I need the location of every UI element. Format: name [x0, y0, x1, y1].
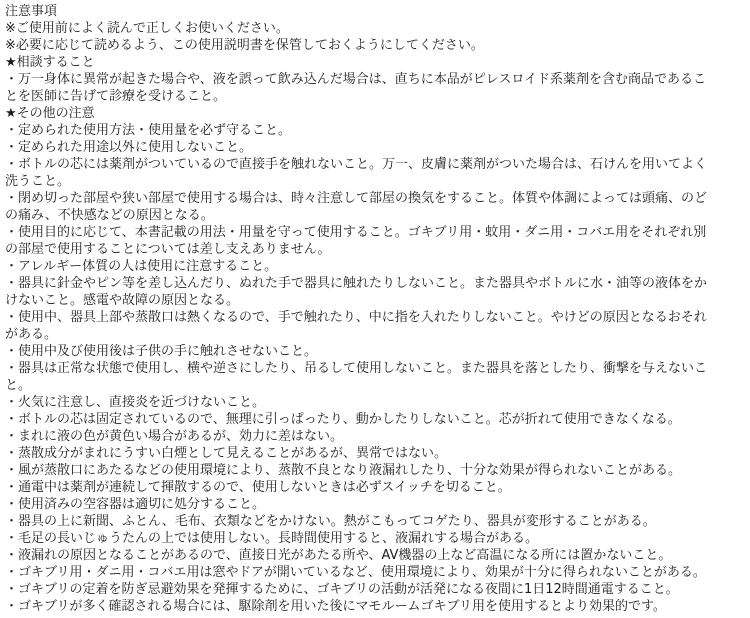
precaution-item: ・毛足の長いじゅうたんの上では使用しない。長時間使用すると、液漏れする場合がある。 — [5, 531, 539, 546]
precaution-item: ・ボトルの芯は固定されているので、無理に引っぱったり、動かしたりしないこと。芯が折れて使用できなくなる。 — [5, 412, 681, 427]
usage-notes — [5, 20, 718, 54]
precaution-item: ・器具の上に新聞、ふとん、毛布、衣類などをかけない。熱がこもってコゲたり、器具が変形することがある。 — [5, 514, 656, 529]
other-caution-items — [5, 122, 718, 615]
precaution-item: ・通電中は薬剤が連続して揮散するので、使用しないときは必ずスイッチを切ること。 — [5, 480, 511, 495]
precaution-item: ・ゴキブリ用・ダニ用・コバエ用は窓やドアが開いているなど、使用環境により、効果が十分に得られないことがある。 — [5, 565, 706, 580]
precaution-item: ・万一身体に異常が起きた場合や、液を誤って飲み込んだ場合は、直ちに本品がピレスロイド系薬剤を含む商品であることを医師に告げて診療を受けること。 — [5, 72, 706, 104]
precaution-item: ・液漏れの原因となることがあるので、直接日光があたる所や、AV機器の上など高温になる所には置かないこと。 — [5, 548, 672, 563]
section-heading-other-cautions: ★その他の注意 — [5, 106, 95, 121]
usage-note: ※必要に応じて読めるよう、この使用説明書を保管しておくようにしてください。 — [5, 38, 484, 53]
precaution-item: ・ボトルの芯には薬剤がついているので直接手を触れないこと。万一、皮膚に薬剤がついた場合は、石けんを用いてよく洗うこと。 — [5, 157, 708, 189]
precaution-item: ・器具は正常な状態で使用し、横や逆さにしたり、吊るして使用しないこと。また器具を落としたり、衝撃を与えないこと。 — [5, 361, 708, 393]
section-consult — [5, 54, 718, 105]
precaution-item: ・定められた使用方法・使用量を必ず守ること。 — [5, 123, 292, 138]
precaution-item: ・使用中、器具上部や蒸散口は熱くなるので、手で触れたり、中に指を入れたりしないこと。やけどの原因となるおそれがある。 — [5, 310, 707, 342]
page-title: 注意事項 — [5, 4, 58, 19]
precaution-item: ・定められた用途以外に使用しないこと。 — [5, 140, 253, 155]
precaution-item: ・ゴキブリが多く確認される場合には、駆除剤を用いた後にマモルームゴキブリ用を使用するとより効果的です。 — [5, 599, 666, 614]
precaution-item: ・まれに液の色が黄色い場合があるが、効力に差はない。 — [5, 429, 344, 444]
precaution-item: ・使用済みの空容器は適切に処分すること。 — [5, 497, 266, 512]
usage-note: ※ご使用前によく読んで正しくお使いください。 — [5, 21, 289, 36]
precaution-item: ・風が蒸散口にあたるなどの使用環境により、蒸散不良となり液漏れしたり、十分な効果が得られないことがある。 — [5, 463, 682, 478]
precaution-item: ・ゴキブリの定着を防ぎ忌避効果を発揮するために、ゴキブリの活動が活発になる夜間に1日12時間通電すること。 — [5, 582, 679, 597]
precaution-item: ・使用中及び使用後は子供の手に触れさせないこと。 — [5, 344, 318, 359]
section-heading-consult: ★相談すること — [5, 55, 95, 70]
consult-items — [5, 71, 718, 105]
precaution-item: ・使用目的に応じて、本書記載の用法・用量を守って使用すること。ゴキブリ用・蚊用・ダニ用・コバエ用をそれぞれ別の部屋で使用することについては差し支えありません。 — [5, 225, 707, 257]
precaution-item: ・火気に注意し、直接炎を近づけないこと。 — [5, 395, 266, 410]
precaution-item: ・蒸散成分がまれにうすい白煙として見えることがあるが、異常ではない。 — [5, 446, 448, 461]
precaution-item: ・アレルギー体質の人は使用に注意すること。 — [5, 259, 278, 274]
section-other-cautions — [5, 105, 718, 615]
precaution-item: ・閉め切った部屋や狭い部屋で使用する場合は、時々注意して部屋の換気をすること。体質や体調によっては頭痛、のどの痛み、不快感などの原因となる。 — [5, 191, 708, 223]
precaution-item: ・器具に針金やピン等を差し込んだり、ぬれた手で器具に触れたりしないこと。また器具やボトルに水・油等の液体をかけないこと。感電や故障の原因となる。 — [5, 276, 708, 308]
